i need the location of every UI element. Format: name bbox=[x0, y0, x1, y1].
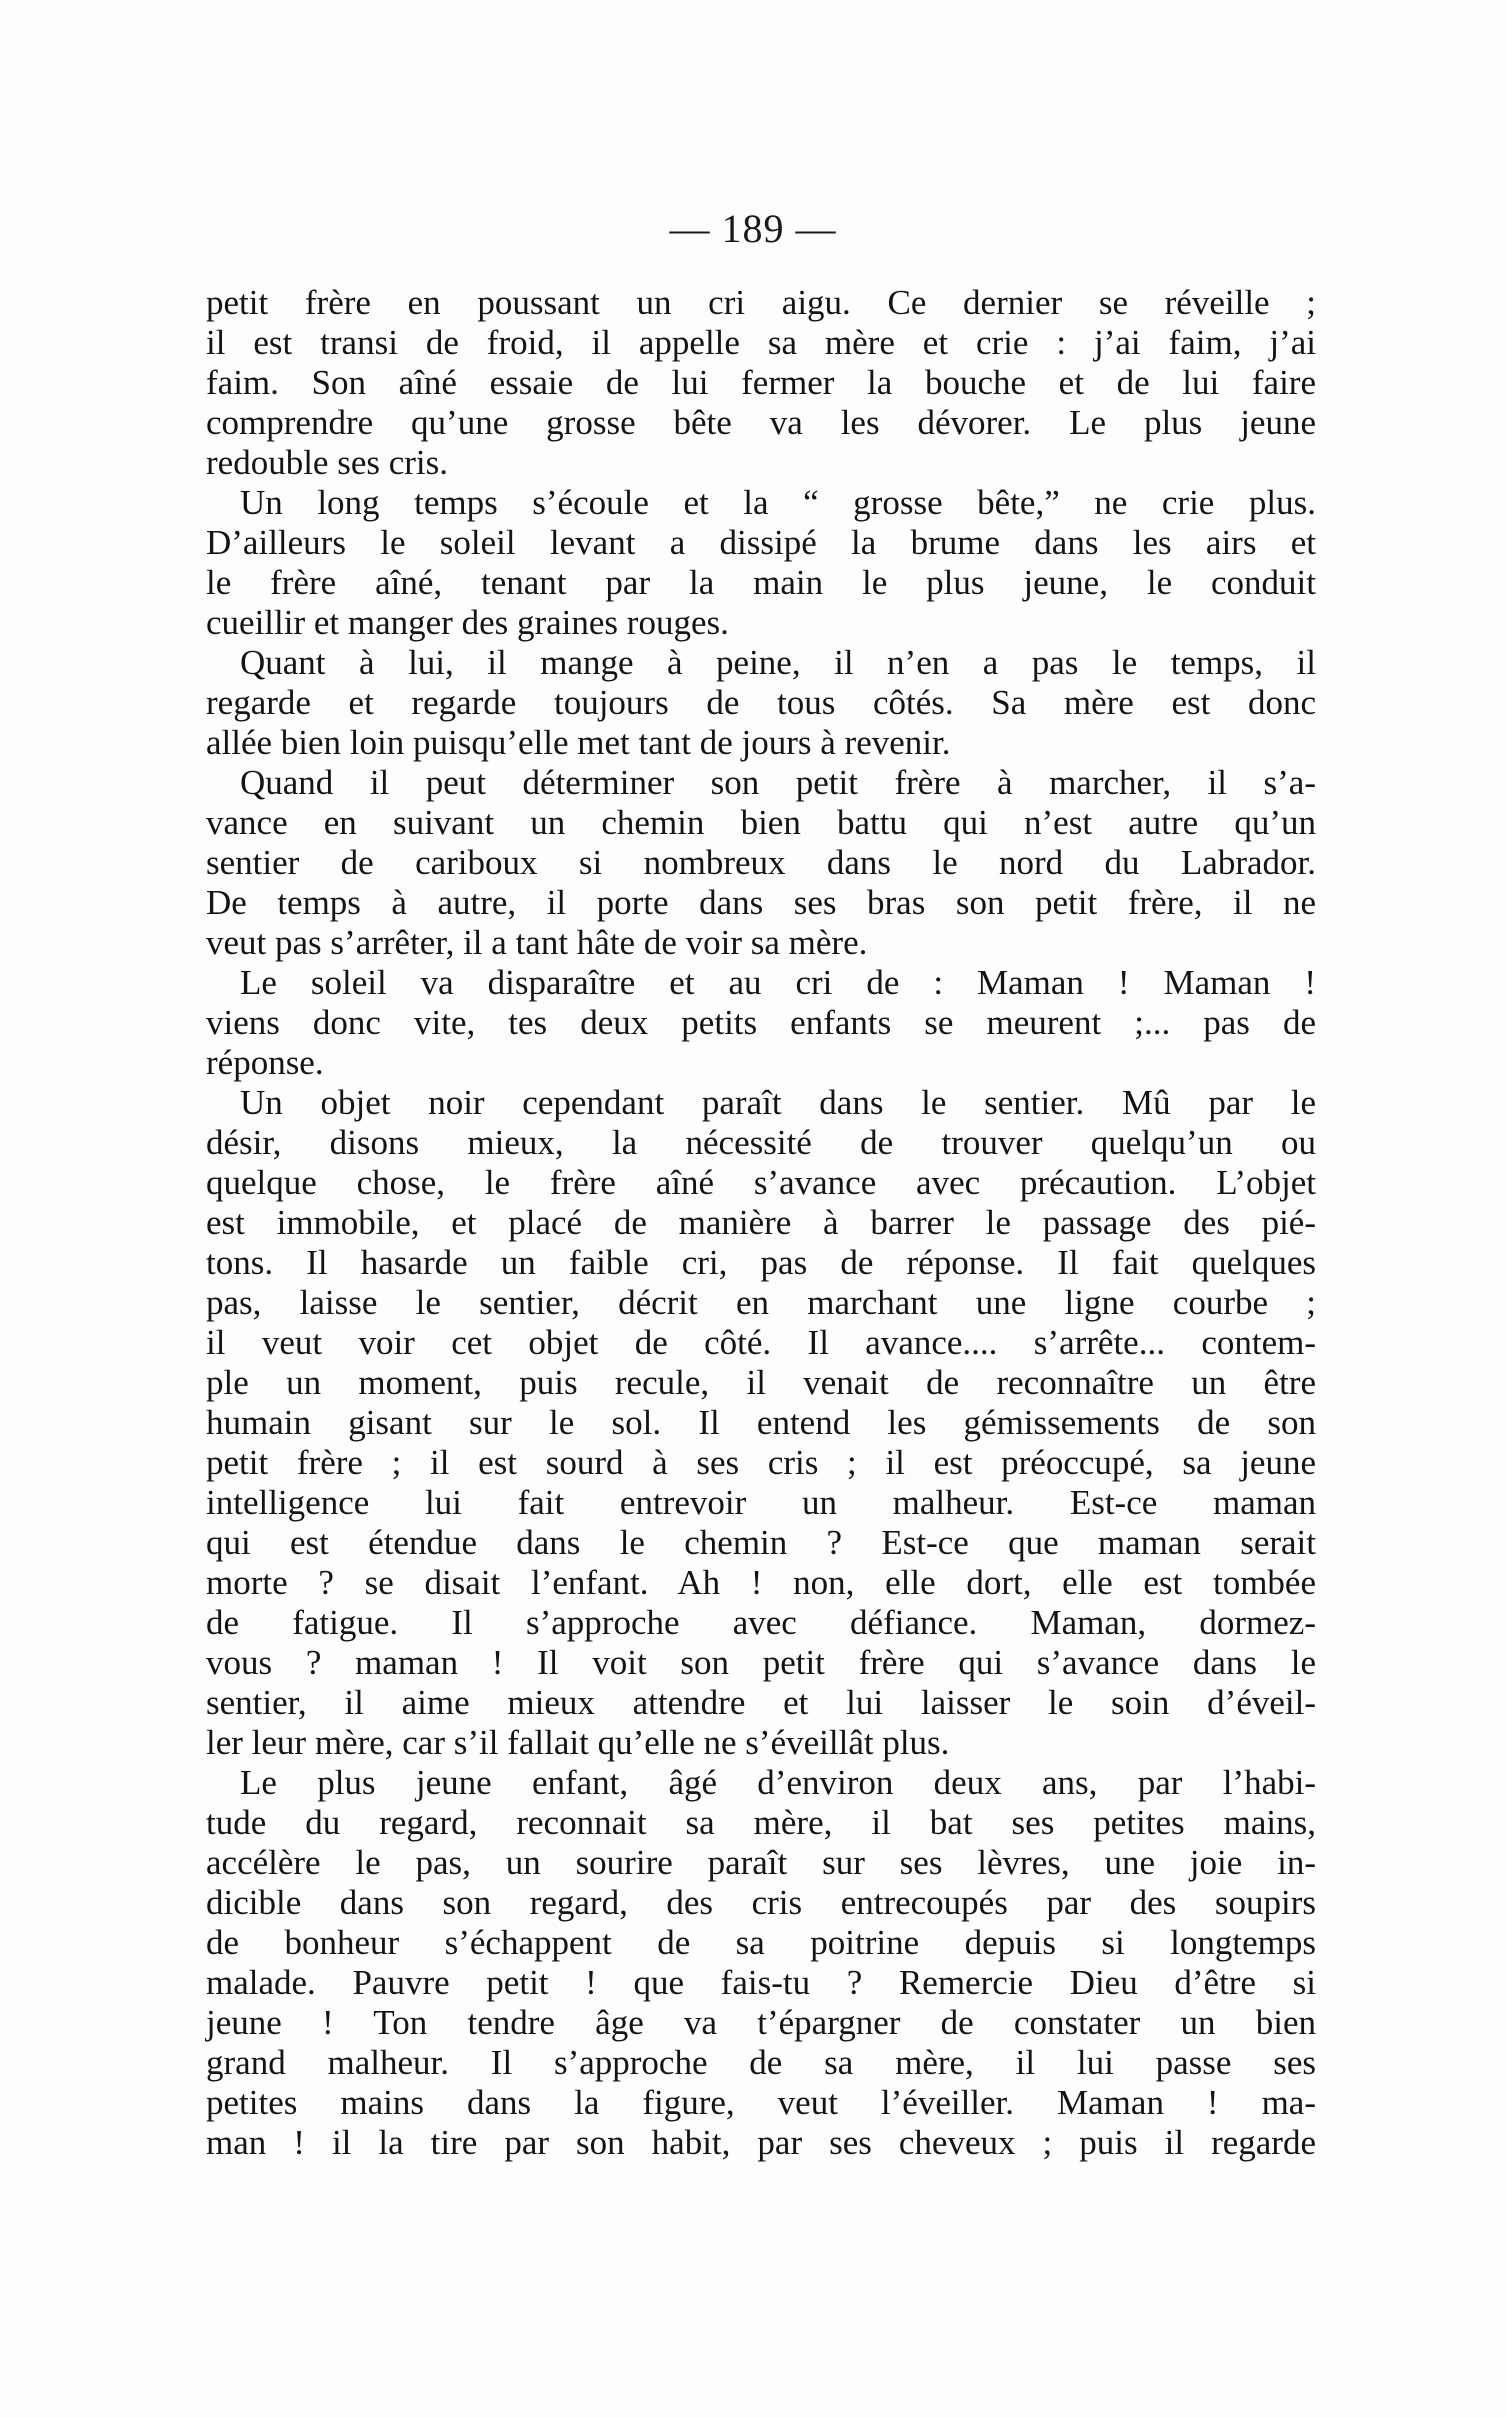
text-line: de fatigue. Il s’approche avec défiance. Maman, dormez- bbox=[206, 1603, 1316, 1642]
text-line: Un objet noir cependant paraît dans le sentier. Mû par le bbox=[240, 1083, 1316, 1122]
page-number: — 189 — bbox=[669, 206, 837, 251]
text-line: le frère aîné, tenant par la main le plus jeune, le conduit bbox=[206, 563, 1316, 602]
text-line: faim. Son aîné essaie de lui fermer la bouche et de lui faire bbox=[206, 363, 1316, 402]
text-line: jeune ! Ton tendre âge va t’épargner de constater un bien bbox=[206, 2003, 1316, 2042]
text-line: allée bien loin puisqu’elle met tant de jours à revenir. bbox=[206, 723, 951, 762]
text-line: redouble ses cris. bbox=[206, 443, 449, 482]
text-line: De temps à autre, il porte dans ses bras son petit frère, il ne bbox=[206, 883, 1316, 922]
text-line: Un long temps s’écoule et la “ grosse bête,” ne crie plus. bbox=[240, 483, 1316, 522]
text-line: dicible dans son regard, des cris entrecoupés par des soupirs bbox=[206, 1883, 1316, 1922]
text-line: grand malheur. Il s’approche de sa mère, il lui passe ses bbox=[206, 2043, 1316, 2082]
text-line: comprendre qu’une grosse bête va les dévorer. Le plus jeune bbox=[206, 403, 1316, 442]
text-line: viens donc vite, tes deux petits enfants se meurent ;... pas de bbox=[206, 1003, 1316, 1042]
text-line: sentier, il aime mieux attendre et lui laisser le soin d’éveil- bbox=[206, 1683, 1316, 1722]
text-line: petit frère ; il est sourd à ses cris ; il est préoccupé, sa jeune bbox=[206, 1443, 1316, 1482]
text-line: vance en suivant un chemin bien battu qui n’est autre qu’un bbox=[206, 803, 1316, 842]
text-line: morte ? se disait l’enfant. Ah ! non, elle dort, elle est tombée bbox=[206, 1563, 1316, 1602]
text-line: désir, disons mieux, la nécessité de trouver quelqu’un ou bbox=[206, 1123, 1316, 1162]
text-line: tude du regard, reconnait sa mère, il bat ses petites mains, bbox=[206, 1803, 1316, 1842]
text-line: est immobile, et placé de manière à barrer le passage des pié- bbox=[206, 1203, 1316, 1242]
text-line: quelque chose, le frère aîné s’avance avec précaution. L’objet bbox=[206, 1163, 1316, 1202]
text-line: veut pas s’arrêter, il a tant hâte de voir sa mère. bbox=[206, 923, 868, 962]
text-line: regarde et regarde toujours de tous côtés. Sa mère est donc bbox=[206, 683, 1316, 722]
text-line: cueillir et manger des graines rouges. bbox=[206, 603, 729, 642]
text-line: ler leur mère, car s’il fallait qu’elle ne s’éveillât plus. bbox=[206, 1723, 950, 1762]
text-line: petites mains dans la figure, veut l’éveiller. Maman ! ma- bbox=[206, 2083, 1316, 2122]
text-line: vous ? maman ! Il voit son petit frère qui s’avance dans le bbox=[206, 1643, 1316, 1682]
text-line: Le plus jeune enfant, âgé d’environ deux ans, par l’habi- bbox=[240, 1763, 1316, 1802]
text-line: pas, laisse le sentier, décrit en marchant une ligne courbe ; bbox=[206, 1283, 1316, 1322]
text-line: man ! il la tire par son habit, par ses cheveux ; puis il regarde bbox=[206, 2123, 1316, 2162]
text-line: humain gisant sur le sol. Il entend les gémissements de son bbox=[206, 1403, 1316, 1442]
text-line: réponse. bbox=[206, 1043, 324, 1082]
text-line: tons. Il hasarde un faible cri, pas de réponse. Il fait quelques bbox=[206, 1243, 1316, 1282]
text-line: sentier de cariboux si nombreux dans le nord du Labrador. bbox=[206, 843, 1316, 882]
text-line: Quand il peut déterminer son petit frère à marcher, il s’a- bbox=[240, 763, 1316, 802]
text-line: intelligence lui fait entrevoir un malheur. Est-ce maman bbox=[206, 1483, 1316, 1522]
body-text bbox=[206, 283, 1316, 2163]
text-line: accélère le pas, un sourire paraît sur ses lèvres, une joie in- bbox=[206, 1843, 1316, 1882]
text-line: Le soleil va disparaître et au cri de : Maman ! Maman ! bbox=[240, 963, 1316, 1002]
text-line: ple un moment, puis recule, il venait de reconnaître un être bbox=[206, 1363, 1316, 1402]
text-line: D’ailleurs le soleil levant a dissipé la brume dans les airs et bbox=[206, 523, 1316, 562]
text-line: petit frère en poussant un cri aigu. Ce dernier se réveille ; bbox=[206, 283, 1316, 322]
text-line: qui est étendue dans le chemin ? Est-ce que maman serait bbox=[206, 1523, 1316, 1562]
text-line: il est transi de froid, il appelle sa mère et crie : j’ai faim, j’ai bbox=[206, 323, 1316, 362]
text-line: il veut voir cet objet de côté. Il avance.... s’arrête... contem- bbox=[206, 1323, 1316, 1362]
text-line: Quant à lui, il mange à peine, il n’en a pas le temps, il bbox=[240, 643, 1316, 682]
text-line: de bonheur s’échappent de sa poitrine depuis si longtemps bbox=[206, 1923, 1316, 1962]
text-line: malade. Pauvre petit ! que fais-tu ? Remercie Dieu d’être si bbox=[206, 1963, 1316, 2002]
